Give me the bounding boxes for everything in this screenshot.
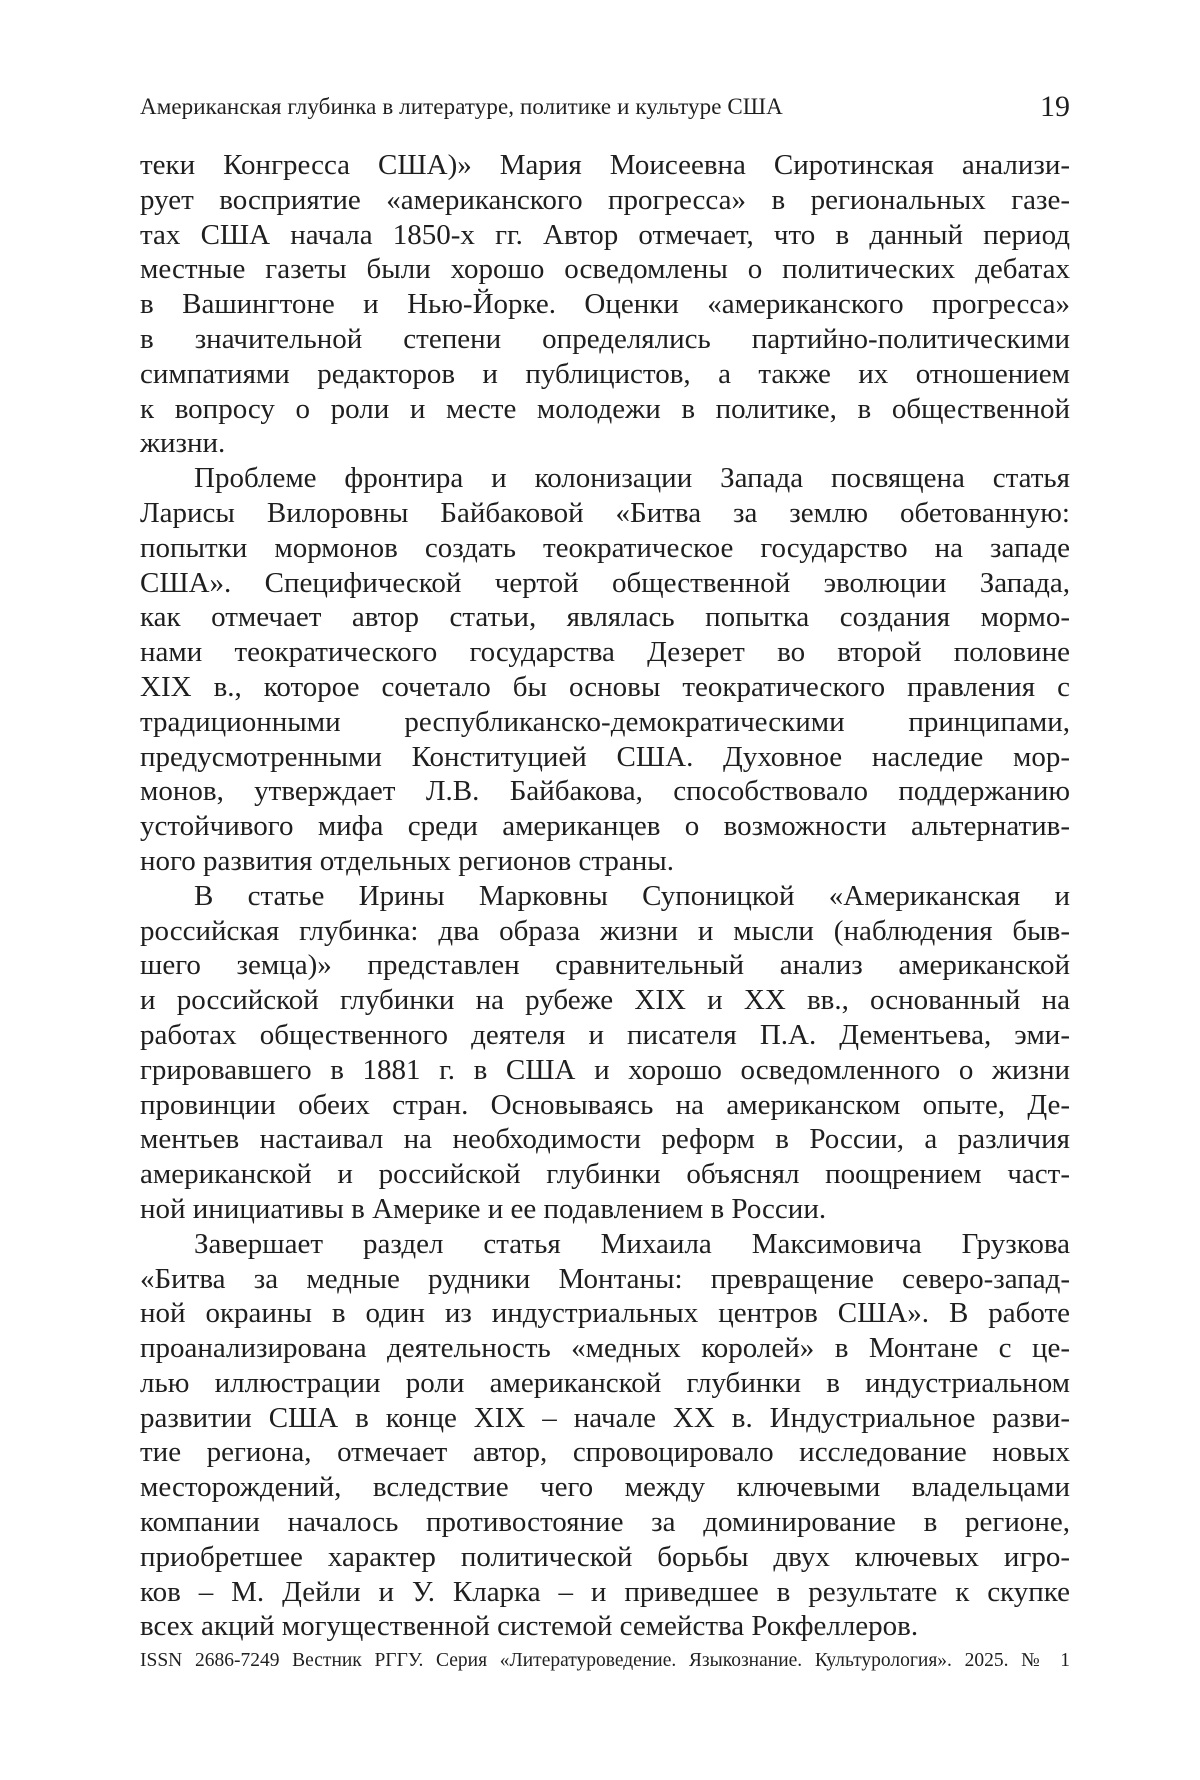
text-line: тах США начала 1850-х гг. Автор отмечает, что в данный период [140,218,1070,253]
text-line: тие региона, отмечает автор, спровоцировало исследование новых [140,1435,1070,1470]
text-line: Завершает раздел статья Михаила Максимовича Грузкова [140,1227,1070,1262]
text-line: проанализирована деятельность «медных королей» в Монтане с це- [140,1331,1070,1366]
text-line: американской и российской глубинки объяснял поощрением част- [140,1157,1070,1192]
text-line: устойчивого мифа среди американцев о возможности альтернатив- [140,809,1070,844]
text-line: монов, утверждает Л.В. Байбакова, способствовало поддержанию [140,774,1070,809]
article-body [140,148,1070,1644]
text-line: Проблеме фронтира и колонизации Запада посвящена статья [140,461,1070,496]
text-line: лью иллюстрации роли американской глубинки в индустриальном [140,1366,1070,1401]
text-line: месторождений, вследствие чего между ключевыми владельцами [140,1470,1070,1505]
text-line: компании началось противостояние за доминирование в регионе, [140,1505,1070,1540]
text-line: российская глубинка: два образа жизни и мысли (наблюдения быв- [140,914,1070,949]
paragraph-1 [140,148,1070,461]
journal-footer: ISSN 2686-7249 Вестник РГГУ. Серия «Литературоведение. Языкознание. Культурология». 2025. № 1 [140,1650,1070,1672]
text-line: нами теократического государства Дезерет во второй половине [140,635,1070,670]
text-line: традиционными республиканско-демократическими принципами, [140,705,1070,740]
text-line: к вопросу о роли и месте молодежи в политике, в общественной [140,392,1070,427]
text-line: ного развития отдельных регионов страны. [140,844,1070,879]
page-number: 19 [1040,90,1070,124]
text-line: «Битва за медные рудники Монтаны: превращение северо-запад- [140,1262,1070,1297]
text-line: ков – М. Дейли и У. Кларка – и приведшее в результате к скупке [140,1575,1070,1610]
text-line: предусмотренными Конституцией США. Духовное наследие мор- [140,740,1070,775]
running-title: Американская глубинка в литературе, политике и культуре США [140,94,783,120]
text-line: провинции обеих стран. Основываясь на американском опыте, Де- [140,1088,1070,1123]
text-line: XIX в., которое сочетало бы основы теократического правления с [140,670,1070,705]
text-line: в Вашингтоне и Нью-Йорке. Оценки «американского прогресса» [140,287,1070,322]
text-line: симпатиями редакторов и публицистов, а также их отношением [140,357,1070,392]
text-line: работах общественного деятеля и писателя П.А. Дементьева, эми- [140,1018,1070,1053]
text-line: ной окраины в один из индустриальных центров США». В работе [140,1296,1070,1331]
text-line: Ларисы Вилоровны Байбаковой «Битва за землю обетованную: [140,496,1070,531]
text-line: и российской глубинки на рубеже XIX и XX вв., основанный на [140,983,1070,1018]
text-line: в значительной степени определялись партийно-политическими [140,322,1070,357]
text-line: В статье Ирины Марковны Супоницкой «Американская и [140,879,1070,914]
paragraph-4 [140,1227,1070,1645]
text-line: всех акций могущественной системой семейства Рокфеллеров. [140,1609,1070,1644]
text-line: США». Специфической чертой общественной эволюции Запада, [140,566,1070,601]
text-line: жизни. [140,426,1070,461]
text-line: как отмечает автор статьи, являлась попытка создания мормо- [140,600,1070,635]
text-line: шего земца)» представлен сравнительный анализ американской [140,948,1070,983]
text-line: попытки мормонов создать теократическое государство на западе [140,531,1070,566]
journal-page [0,0,1200,1780]
text-line: ной инициативы в Америке и ее подавлением в России. [140,1192,1070,1227]
text-line: приобретшее характер политической борьбы двух ключевых игро- [140,1540,1070,1575]
text-line: рует восприятие «американского прогресса» в региональных газе- [140,183,1070,218]
running-head [140,92,1070,128]
paragraph-3 [140,879,1070,1227]
text-line: местные газеты были хорошо осведомлены о политических дебатах [140,252,1070,287]
text-line: грировавшего в 1881 г. в США и хорошо осведомленного о жизни [140,1053,1070,1088]
text-line: теки Конгресса США)» Мария Моисеевна Сиротинская анализи- [140,148,1070,183]
text-line: ментьев настаивал на необходимости реформ в России, а различия [140,1122,1070,1157]
paragraph-2 [140,461,1070,879]
text-line: развитии США в конце XIX – начале XX в. Индустриальное разви- [140,1401,1070,1436]
